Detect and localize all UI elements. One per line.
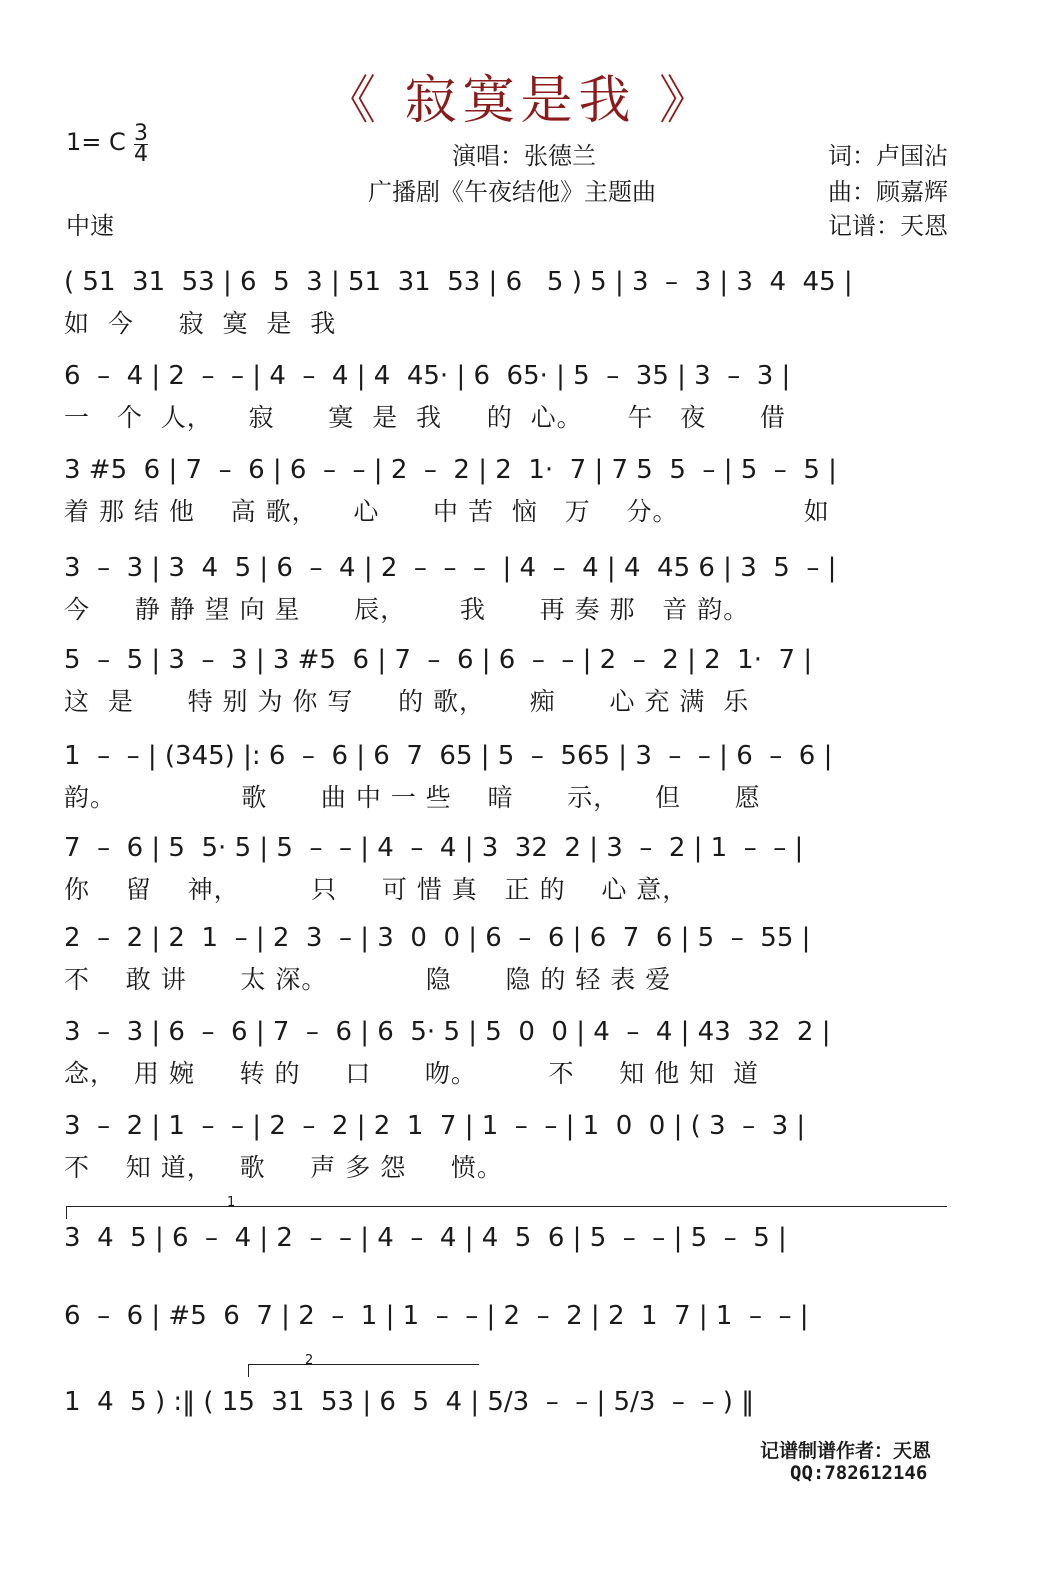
credit-qq: QQ:782612146 bbox=[790, 1462, 928, 1484]
lyrics-row: 不 知 道， 歌 声 多 怨 愤。 bbox=[64, 1153, 503, 1182]
volta-number: 1 bbox=[227, 1195, 236, 1210]
song-title: 《 寂寞是我 》 bbox=[323, 71, 718, 131]
lyrics-row: 念， 用 婉 转 的 口 吻。 不 知 他 知 道 bbox=[64, 1059, 760, 1088]
lyrics-row: 你 留 神， 只 可 惜 真 正 的 心 意， bbox=[64, 875, 689, 904]
notation-row: 1 – – | (345) |: 6 – 6 | 6 7 65 | 5 – 565 | 3 – – | 6 – 6 | bbox=[64, 741, 833, 771]
notation-row: 1 4 5 ) :‖ ( 15 31 53 | 6 5 4 | 5/3 – – | 5/3 – – ) ‖ bbox=[64, 1387, 755, 1417]
transcriber-credit: 记谱：天恩 bbox=[828, 212, 948, 240]
lyrics-row: 韵。 歌 曲 中 一 些 暗 示， 但 愿 bbox=[64, 783, 761, 812]
key-signature: 1= C bbox=[66, 128, 126, 156]
tempo-marking: 中速 bbox=[66, 212, 114, 240]
volta-bracket-2 bbox=[248, 1353, 479, 1377]
composer-credit: 曲：顾嘉辉 bbox=[828, 178, 948, 206]
lyrics-row: 不 敢 讲 太 深。 隐 隐 的 轻 表 爱 bbox=[64, 965, 672, 994]
lyricist-credit: 词：卢国沾 bbox=[828, 142, 948, 170]
notation-row: ( 51 31 53 | 6 5 3 | 51 31 53 | 6 5 ) 5 | 3 – 3 | 3 4 45 | bbox=[64, 267, 853, 297]
time-signature: 3 4 bbox=[134, 121, 148, 167]
notation-row: 7 – 6 | 5 5· 5 | 5 – – | 4 – 4 | 3 32 2 | 3 – 2 | 1 – – | bbox=[64, 833, 804, 863]
volta-number: 2 bbox=[305, 1353, 314, 1368]
notation-row: 5 – 5 | 3 – 3 | 3 #5 6 | 7 – 6 | 6 – – | 2 – 2 | 2 1· 7 | bbox=[64, 645, 813, 675]
notation-row: 2 – 2 | 2 1 – | 2 3 – | 3 0 0 | 6 – 6 | 6 7 6 | 5 – 55 | bbox=[64, 923, 811, 953]
notation-row: 3 – 3 | 6 – 6 | 7 – 6 | 6 5· 5 | 5 0 0 | 4 – 4 | 43 32 2 | bbox=[64, 1017, 831, 1047]
notation-row: 6 – 6 | #5 6 7 | 2 – 1 | 1 – – | 2 – 2 | 2 1 7 | 1 – – | bbox=[64, 1301, 809, 1331]
subtitle: 广播剧《午夜结他》主题曲 bbox=[368, 178, 656, 206]
lyrics-row: 着 那 结 他 高 歌， 心 中 苦 恼 万 分。 如 bbox=[64, 497, 830, 526]
credit-author: 记谱制谱作者：天恩 bbox=[760, 1440, 932, 1462]
lyrics-row: 如 今 寂 寞 是 我 bbox=[64, 309, 337, 338]
lyrics-row: 这 是 特 别 为 你 写 的 歌， 痴 心 充 满 乐 bbox=[64, 687, 750, 716]
notation-row: 3 – 3 | 3 4 5 | 6 – 4 | 2 – – – | 4 – 4 | 4 45 6 | 3 5 – | bbox=[64, 553, 837, 583]
volta-bracket-1 bbox=[66, 1195, 947, 1219]
notation-row: 3 – 2 | 1 – – | 2 – 2 | 2 1 7 | 1 – – | 1 0 0 | ( 3 – 3 | bbox=[64, 1111, 806, 1141]
lyrics-row: 今 静 静 望 向 星 辰， 我 再 奏 那 音 韵。 bbox=[64, 595, 750, 624]
lyrics-row: 一 个 人， 寂 寞 是 我 的 心。 午 夜 借 bbox=[64, 403, 786, 432]
notation-row: 6 – 4 | 2 – – | 4 – 4 | 4 45· | 6 65· | 5 – 35 | 3 – 3 | bbox=[64, 361, 791, 391]
notation-row: 3 #5 6 | 7 – 6 | 6 – – | 2 – 2 | 2 1· 7 | 7 5 5 – | 5 – 5 | bbox=[64, 455, 837, 485]
singer-credit: 演唱：张德兰 bbox=[452, 142, 596, 170]
notation-row: 3 4 5 | 6 – 4 | 2 – – | 4 – 4 | 4 5 6 | 5 – – | 5 – 5 | bbox=[64, 1223, 787, 1253]
